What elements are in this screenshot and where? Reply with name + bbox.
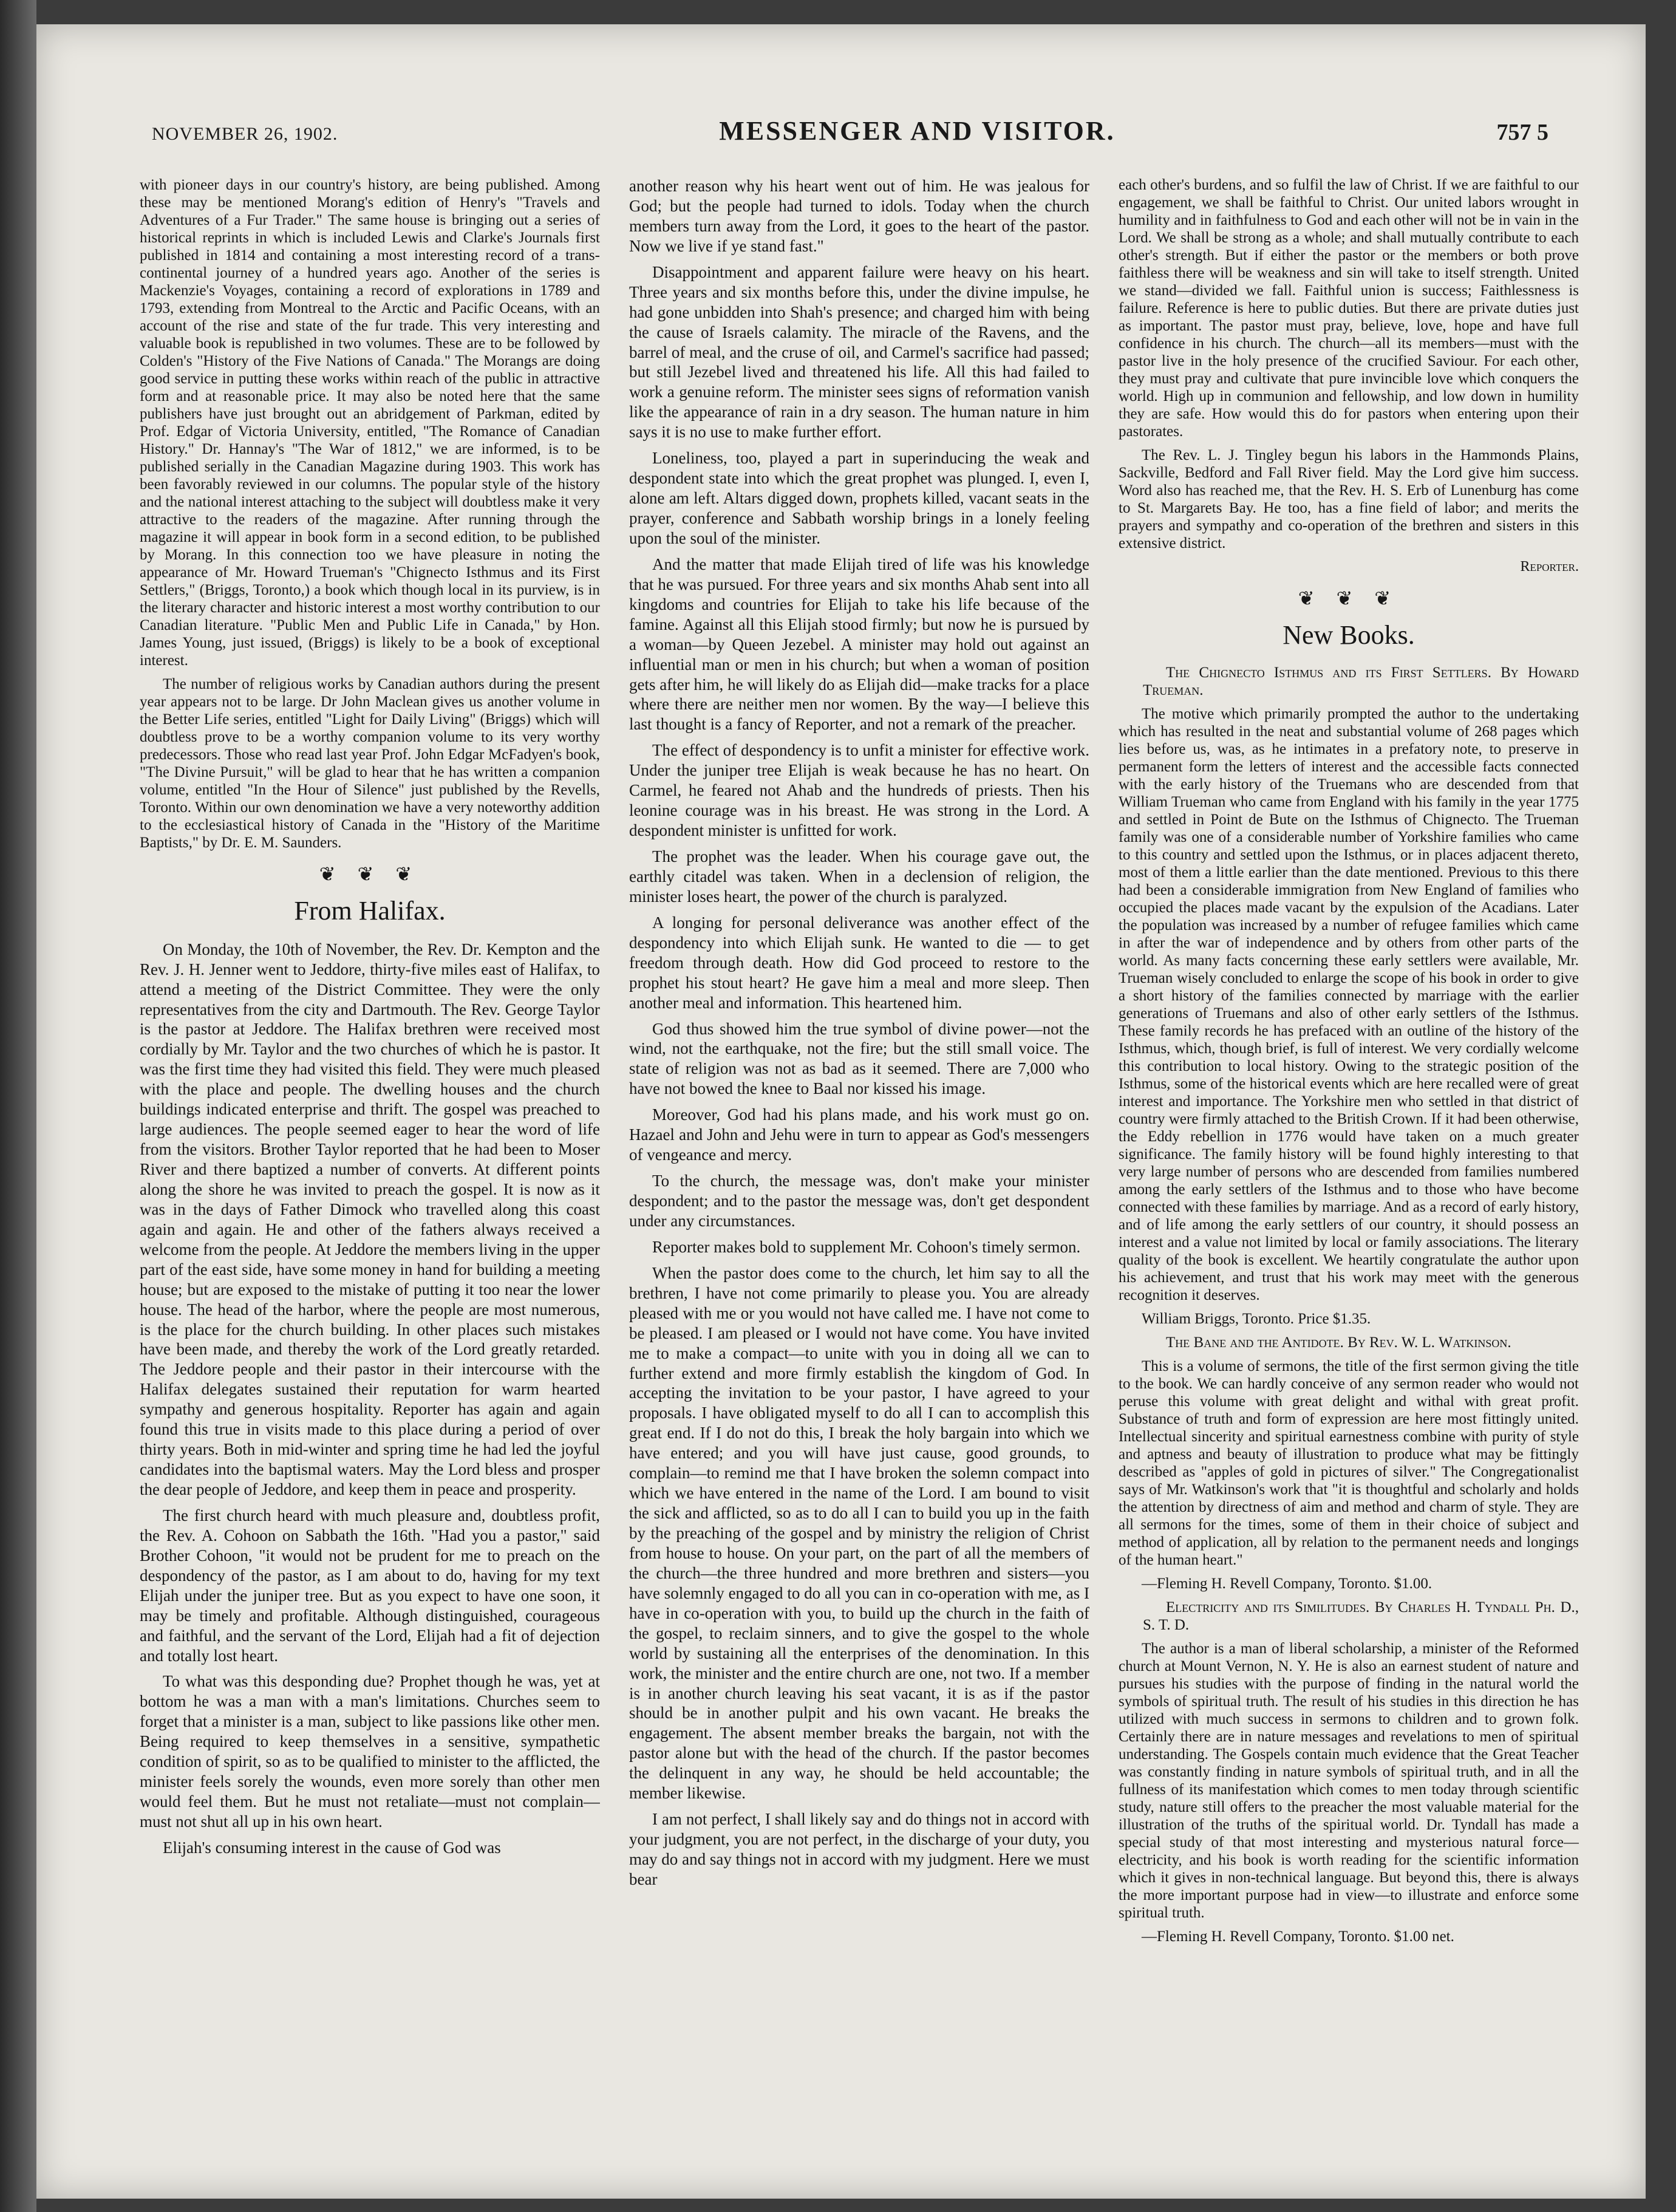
- book-publisher-price: —Fleming H. Revell Company, Toronto. $1.00 net.: [1142, 1928, 1454, 1945]
- section-ornament: ❦ ❦ ❦: [319, 863, 421, 885]
- book-review: The motive which primarily prompted the author to the undertaking which has resulted in the neat and substantial volume of 268 pages which lies before us, was, as he intimates in a prefatory note, to preserve in permanent form the letters of interest and the accessible facts connected with the early history of the Truemans who are descended from that William Trueman who came from England with his family in the year 1775 and settled in Point de Bute on the Isthmus of Chignecto. The Trueman family was one of a considerable number of Yorkshire families who came to this country and settled upon the Isthmus, or in places adjacent thereto, most of them a little earlier than the date mentioned. Previous to this there had been a considerable immigration from New England of families who occupied the places made vacant by the expulsion of the Acadians. Later the population was increased by a number of refugee families which came in after the war of independence and by others from other parts of the world. As many facts concerning these early settlers were available, Mr. Trueman wisely concluded to enlarge the scope of his book in order to give a short history of the families connected by marriage with the earlier generations of Truemans and also of other early settlers of the Isthmus. These family records he has prefaced with an outline of the history of the Isthmus, which, though brief, is full of interest. We very cordially welcome this contribution to local history. Owing to the strategic position of the Isthmus, some of the historical events which are here recalled were of great interest and importance. The Yorkshire men who settled in that district of country were firmly attached to the British Crown. If it had been otherwise, the Eddy rebellion in 1776 would have taken on a much greater significance. The family history will be found highly interesting to that very large number of persons who are descended from families numbered among the early settlers of the Isthmus and to those who have become connected with these families by marriage. And as a record of early history, and of life among the early settlers of our country, it should possess an interest and a value not limited by local or family associations. The literary quality of the book is excellent. We heartily congratulate the author upon his achievement, and trust that his work may meet with the generous recognition it deserves.: [1119, 705, 1579, 1303]
- article-paragraph: On Monday, the 10th of November, the Rev. Dr. Kempton and the Rev. J. H. Jenner went to Jeddore, thirty-five miles east of Halifax, to attend a meeting of the District Committee. They were the only representatives from the city and Dartmouth. The Rev. George Taylor is the pastor at Jeddore. The Halifax brethren were received most cordially by Mr. Taylor and the two churches of which he is pastor. It was the first time they had visited this field. They were much pleased with the place and people. The dwelling houses and the church buildings indicated enterprise and thrift. The gospel was preached to large audiences. The people seemed eager to hear the word of life from the visitors. Brother Taylor reported that he had been to Moser River and there baptized a number of converts. At different points along the shore he was invited to preach the gospel. It is now as it was in the days of Father Dimock who travelled along this coast again and again. He and other of the fathers always received a welcome from the people. At Jeddore the members living in the upper part of the east side, have some money in hand for building a meeting house; but are exposed to the mistake of putting it too near the lower house. The head of the harbor, where the people are most numerous, is the place for the church building. In other places such mistakes have been made, and thereby the work of the Lord greatly retarded. The Jeddore people and their pastor in their intercourse with the Halifax delegates sustained their reputation for warm hearted sympathy and generous hospitality. Reporter has again and again found this true in visits made to this place during a period of over thirty years. Both in mid-winter and spring time he had led the joyful candidates into the baptismal waters. May the Lord bless and prosper the dear people of Jeddore, and keep them in peace and prosperity.: [140, 940, 600, 1499]
- page-number: 757 5: [1496, 120, 1548, 145]
- article-columns: [140, 176, 1579, 2162]
- scan-left-margin: [0, 0, 36, 2212]
- section-ornament: ❦ ❦ ❦: [1298, 587, 1400, 610]
- column-right: [1119, 176, 1579, 2162]
- article-paragraph: Loneliness, too, played a part in superinducing the weak and despondent state into which the great prophet was plunged. I, even I, alone am left. Altars digged down, prophets killed, vacant seats in the prayer, conference and Sabbath worship brings in a lonely feeling upon the soul of the minister.: [629, 449, 1089, 547]
- issue-date: NOVEMBER 26, 1902.: [152, 124, 338, 144]
- book-title: The Chignecto Isthmus and its First Settlers. By Howard Trueman.: [1143, 664, 1579, 698]
- article-paragraph: Moreover, God had his plans made, and his work must go on. Hazael and John and Jehu were in turn to appear as God's messengers of vengeance and mercy.: [629, 1105, 1089, 1164]
- book-publisher-price: —Fleming H. Revell Company, Toronto. $1.00.: [1142, 1575, 1432, 1592]
- column-left: [140, 176, 600, 2162]
- newspaper-page: [36, 24, 1646, 2199]
- article-paragraph: The first church heard with much pleasure and, doubtless profit, the Rev. A. Cohoon on Sabbath the 16th. "Had you a pastor," said Brother Cohoon, "it would not be prudent for me to preach on the despondency of the pastor, as I am about to do, having for my text Elijah under the juniper tree. But as you expect to have one soon, it may be timely and profitable. Although distinguished, courageous and faithful, and the servant of the Lord, Elijah had a fit of dejection and totally lost heart.: [140, 1506, 600, 1665]
- book-review: The author is a man of liberal scholarship, a minister of the Reformed church at Mount Vernon, N. Y. He is also an earnest student of nature and pursues his studies with the purpose of finding in the natural world the symbols of spiritual truth. The result of his studies in this direction he has utilized with much success in sermons to children and to grown folk. Certainly there are in nature messages and revelations to men of spiritual understanding. The Gospels contain much evidence that the Great Teacher was constantly finding in nature symbols of spiritual truth, and in all the fullness of its manifestation which comes to men today through scientific study, nature still offers to the preacher the most valuable material for the illustration of the truths of the spiritual world. Dr. Tyndall has made a special study of that most interesting and mysterious natural force—electricity, and his book is worth reading for the scientific information which it gives in non-technical language. But beyond this, there is always the more important purpose had in view—to illustrate and enforce some spiritual truth.: [1119, 1640, 1579, 1921]
- book-title: Electricity and its Similitudes. By Charles H. Tyndall Ph. D., S. T. D.: [1143, 1599, 1579, 1633]
- article-paragraph: another reason why his heart went out of him. He was jealous for God; but the people had turned to idols. Today when the church members turn away from the Lord, it goes to the heart of the pastor. Now we live if ye stand fast.": [629, 177, 1089, 255]
- article-paragraph: The number of religious works by Canadian authors during the present year appears not to be large. Dr John Maclean gives us another volume in the Better Life series, entitled "Light for Daily Living" (Briggs) which will doubtless prove to be a worthy companion volume to its very worthy predecessors. Those who read last year Prof. John Edgar McFadyen's book, "The Divine Pursuit," will be glad to hear that he has written a companion volume, entitled "In the Hour of Silence" just published by the Revells, Toronto. Within our own denomination we have a very noteworthy addition to the ecclesiastical history of Canada in the "History of the Maritime Baptists," by Dr. E. M. Saunders.: [140, 676, 600, 851]
- article-paragraph: When the pastor does come to the church, let him say to all the brethren, I have not come primarily to please you. You are already pleased with me or you would not have called me. I have not come to be pleased. I am pleased or I would not have come. You have invited me to make a compact—to unite with you in doing all we can to further extend and more firmly establish the kingdom of God. In accepting the invitation to be your pastor, I have agreed to your proposals. I have obligated myself to do all I can to accomplish this great end. If I do not do this, I break the holy bargain into which we have entered; and you will have just cause, good grounds, to complain—to remind me that I have broken the solemn compact into which we have entered in the name of the Lord. I am bound to visit the sick and afflicted, so as to do all I can to build you up in the faith by the preaching of the gospel and by ministry the religion of Christ from house to house. On your part, on the part of all the members of the church—the three hundred and more brethren and sisters—you have solemnly engaged to do all you can in co-operation with me, as I have in co-operation with you, to build up the church in the faith of the gospel, to reclaim sinners, and to give the gospel to the whole world by sustaining all the enterprises of the denomination. In this work, the minister and the entire church are one, not two. If a member is in another church leaving his seat vacant, it is as if the pastor should be in another pulpit and his own vacant. He breaks the engagement. The absent member breaks the bargain, not with the pastor alone but with the head of the church. If the pastor becomes the delinquent in any way, he should be held accountable; the member likewise.: [629, 1263, 1089, 1803]
- article-paragraph: A longing for personal deliverance was another effect of the despondency into which Elijah sunk. He wanted to die — to get freedom through death. How did God proceed to restore to the prophet his stout heart? He gave him a meal and more sleep. Then another meal and information. This heartened him.: [629, 913, 1089, 1012]
- article-paragraph: with pioneer days in our country's history, are being published. Among these may be mentioned Morang's edition of Henry's "Travels and Adventures of a Fur Trader." The same house is bringing out a series of historical reprints in which is included Lewis and Clarke's Journals first published in 1814 and containing a most interesting record of a trans-continental journey of a hundred years ago. Another of the series is Mackenzie's Voyages, containing a record of explorations in 1789 and 1793, extending from Montreal to the Arctic and Pacific Oceans, with an account of the rise and state of the fur trade. This very interesting and valuable book is republished in two volumes. These are to be followed by Colden's "History of the Five Nations of Canada." The Morangs are doing good service in putting these works within reach of the public in attractive form and at reasonable price. It may also be noted here that the same publishers have just brought out an abridgement of Parkman, edited by Prof. Edgar of Victoria University, entitled, "The Romance of Canadian History." Dr. Hannay's "The War of 1812," we are informed, is to be published serially in the Canadian Magazine during 1903. This work has been favorably reviewed in our columns. The popular style of the history and the national interest attaching to the subject will doubtless make it very attractive to the readers of the magazine. After running through the magazine it will appear in book form in a second edition, to be published by Morang. In this connection too we have pleasure in noting the appearance of Mr. Howard Trueman's "Chignecto Isthmus and its First Settlers," (Briggs, Toronto,) a book which though local in its purview, is in the literary character and historic interest a most worthy contribution to our Canadian literature. "Public Men and Public Life in Canada," by Hon. James Young, just issued, (Briggs) is likely to be a book of exceptional interest.: [140, 177, 600, 669]
- article-paragraph: Reporter makes bold to supplement Mr. Cohoon's timely sermon.: [652, 1237, 1081, 1256]
- article-paragraph: To what was this desponding due? Prophet though he was, yet at bottom he was a man with a man's limitations. Churches seem to forget that a minister is a man, subject to like passions like other men. Being required to keep themselves in a sensitive, sympathetic condition of spirit, so as to be qualified to minister to the afflicted, the minister feels sorely the wounds, even more sorely than other men would feel them. But he must not retaliate—must not complain—must not shut all up in his own heart.: [140, 1672, 600, 1831]
- author-signature: Reporter.: [1520, 559, 1579, 575]
- book-title: The Bane and the Antidote. By Rev. W. L. Watkinson.: [1166, 1334, 1511, 1351]
- article-paragraph: God thus showed him the true symbol of divine power—not the wind, not the earthquake, not the fire; but the still small voice. The state of religion was not as bad as it seemed. There are 7,000 who have not bowed the knee to Baal nor kissed his image.: [629, 1019, 1089, 1098]
- book-review: This is a volume of sermons, the title of the first sermon giving the title to the book. We can hardly conceive of any sermon reader who would not peruse this volume with great delight and withal with great profit. Substance of truth and form of expression are here most fittingly united. Intellectual sincerity and spiritual earnestness combine with purity of style and aptness and beauty of illustration to produce what may be fittingly described as "apples of gold in pictures of silver." The Congregationalist says of Mr. Watkinson's work that "it is thoughtful and scholarly and holds the attention by directness of aim and method and charm of style. They are all sermons for the times, some of them in their choice of subject and method of application, all by relation to the permanent needs and longings of the human heart.": [1119, 1357, 1579, 1568]
- masthead-title: MESSENGER AND VISITOR.: [719, 116, 1116, 146]
- page-header: [152, 115, 1548, 164]
- article-paragraph: The prophet was the leader. When his courage gave out, the earthly citadel was taken. When in a declension of religion, the minister loses heart, the power of the church is paralyzed.: [629, 847, 1089, 906]
- book-publisher-price: William Briggs, Toronto. Price $1.35.: [1142, 1310, 1371, 1327]
- article-paragraph: each other's burdens, and so fulfil the law of Christ. If we are faithful to our engagement, we shall be faithful to Christ. Our united labors wrought in humility and in faithfulness to God and each other will not be in vain in the Lord. We shall be strong as a whole; and shall mutually contribute to each other's strength. But if either the pastor or the members or both prove faithless there will be weakness and sin will take to itself strength. United we stand—divided we fall. Faithful union is success; Faithlessness is failure. Reference is here to public duties. But there are private duties just as important. The pastor must pray, believe, love, hope and have full confidence in his church. The church—all its members—must with the pastor live in the holy presence of the crucified Saviour. For each other, they must pray and cultivate that pure invincible love which conquers the world. High up in communion and fellowship, and low down in humility they are safe. How would this do for pastors when entering upon their pastorates.: [1119, 177, 1579, 440]
- article-paragraph: Disappointment and apparent failure were heavy on his heart. Three years and six months before this, under the divine impulse, he had gone unbidden into Shah's presence; and charged him with being the cause of Israels calamity. The miracle of the Ravens, and the barrel of meal, and the cruse of oil, and Carmel's sacrifice had passed; but still Jezebel lived and threatened his life. All this had failed to work a genuine reform. The minister sees signs of reformation vanish like the appearance of rain in a dry season. The human nature in him says it is no use to make further effort.: [629, 262, 1089, 442]
- article-paragraph: The Rev. L. J. Tingley begun his labors in the Hammonds Plains, Sackville, Bedford and Fall River field. May the Lord give him success. Word also has reached me, that the Rev. H. S. Erb of Lunenburg has come to St. Margarets Bay. He too, has a fine field of labor; and merits the prayers and sympathy and co-operation of the brethren and sisters in this extensive district.: [1119, 447, 1579, 551]
- column-middle: [629, 176, 1089, 2162]
- article-paragraph: I am not perfect, I shall likely say and do things not in accord with your judgment, you are not perfect, in the discharge of your duty, you may do and say things not in accord with my judgment. Here we must bear: [629, 1810, 1089, 1888]
- article-paragraph: To the church, the message was, don't make your minister despondent; and to the pastor the message was, don't get despondent under any circumstances.: [629, 1172, 1089, 1230]
- article-paragraph: The effect of despondency is to unfit a minister for effective work. Under the juniper tree Elijah is weak because he has no heart. On Carmel, he feared not Ahab and the hundreds of priests. Then his leonine courage was in his breast. He was strong in the Lord. A despondent minister is unfitted for work.: [629, 741, 1089, 840]
- section-heading-from-halifax: From Halifax.: [294, 896, 446, 926]
- article-paragraph: Elijah's consuming interest in the cause of God was: [163, 1838, 501, 1857]
- article-paragraph: And the matter that made Elijah tired of life was his knowledge that he was pursued. For three years and six months Ahab sent into all kingdoms and countries for Elijah to take his life because of the famine. Against all this Elijah stood firmly; but now he is pursued by a woman—by Queen Jezebel. A minister may hold out against an influential man or men in his church; but when a woman of position gets after him, he will likely do as Elijah did—make tracks for a place where there are neither men nor women. By the way—I believe this last thought is a fancy of Reporter, and not a remark of the preacher.: [629, 555, 1089, 734]
- section-heading-new-books: New Books.: [1283, 620, 1415, 650]
